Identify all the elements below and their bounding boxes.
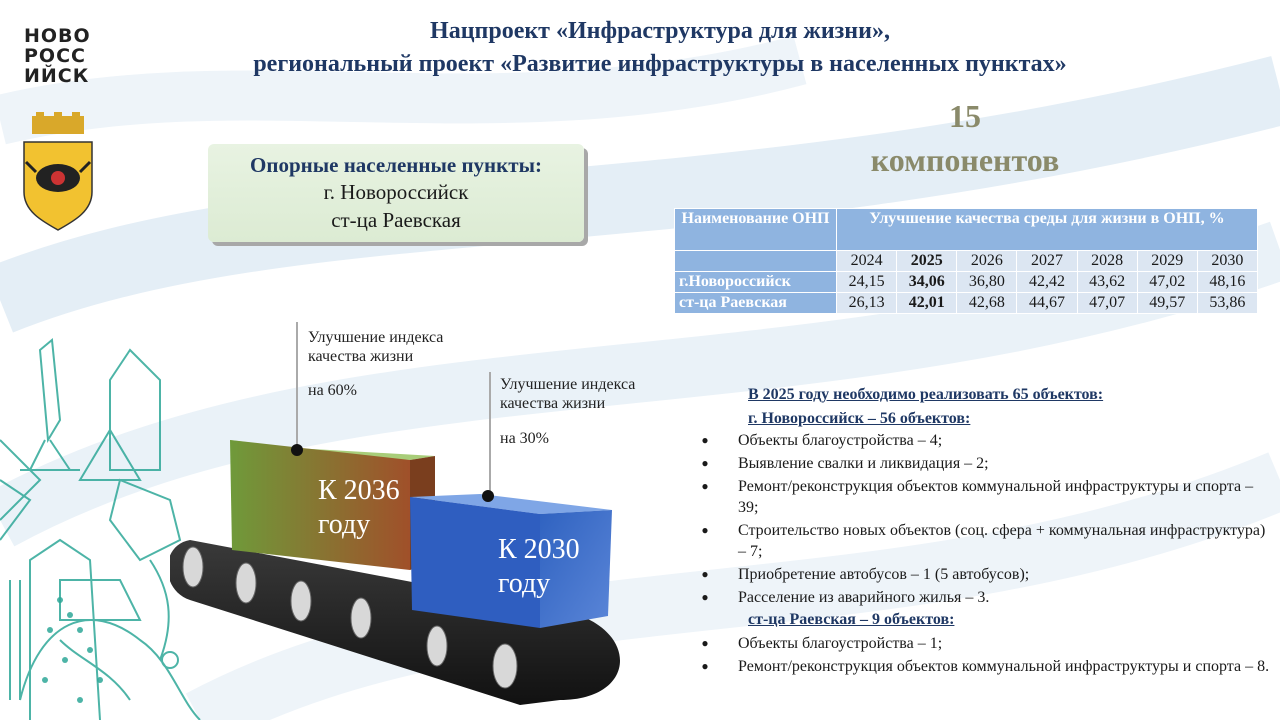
support-town-item: ст-ца Раевская (331, 208, 461, 232)
coat-of-arms-icon (22, 112, 94, 232)
row-town-name: ст-ца Раевская (675, 293, 837, 314)
quality-index-table (674, 208, 1258, 314)
bullet-icon: ● (701, 433, 709, 447)
page-title-line-2: региональный проект «Развитие инфраструктуры в населенных пунктах» (253, 51, 1067, 77)
cube-2036-label-line2: году (318, 509, 371, 540)
cube-2036-label (318, 474, 400, 542)
table-years-blank (675, 251, 837, 272)
value-cell: 53,86 (1197, 293, 1257, 314)
year-cell: 2028 (1077, 251, 1137, 272)
list-item (700, 633, 1275, 654)
callout-dot-2 (482, 490, 494, 502)
list-item-text: Объекты благоустройства – 4; (738, 432, 943, 449)
bullet-icon: ● (701, 523, 709, 537)
year-cell: 2030 (1197, 251, 1257, 272)
value-cell: 42,01 (897, 293, 957, 314)
value-cell: 47,07 (1077, 293, 1137, 314)
list-item (700, 587, 1275, 608)
value-cell: 48,16 (1197, 272, 1257, 293)
callout-dot-1 (291, 444, 303, 456)
year-cell: 2026 (957, 251, 1017, 272)
list-item-text: Ремонт/реконструкция объектов коммунальной инфраструктуры и спорта – 8. (738, 658, 1270, 675)
list-item (700, 656, 1275, 677)
list-item (700, 453, 1275, 474)
callout-2036-percent: на 60% (308, 382, 357, 399)
bullet-icon: ● (701, 590, 709, 604)
value-cell: 26,13 (837, 293, 897, 314)
cube-2036-label-line1: К 2036 (318, 475, 400, 506)
logo-line-3: ИЙСК (24, 65, 90, 87)
value-cell: 36,80 (957, 272, 1017, 293)
cube-2030-label-line2: году (498, 568, 551, 599)
logo-line-1: НОВО (24, 25, 91, 47)
table-header-quality: Улучшение качества среды для жизни в ОНП, % (837, 209, 1258, 251)
plan-subheading-raevskaya: ст-ца Раевская – 9 объектов: (748, 611, 955, 628)
cube-2030-label-line1: К 2030 (498, 534, 580, 565)
city-logo (24, 26, 104, 86)
list-item (700, 564, 1275, 585)
components-count: 15 (949, 98, 981, 134)
bullet-icon: ● (701, 567, 709, 581)
value-cell: 42,68 (957, 293, 1017, 314)
list-item-text: Расселение из аварийного жилья – 3. (738, 589, 990, 606)
components-label: компонентов (870, 142, 1060, 178)
callout-2036-text: Улучшение индекса качества жизни (308, 329, 444, 365)
callout-2030-percent: на 30% (500, 430, 549, 447)
value-cell: 44,67 (1017, 293, 1077, 314)
list-item-text: Выявление свалки и ликвидация – 2; (738, 455, 989, 472)
year-cell: 2027 (1017, 251, 1077, 272)
bullet-icon: ● (701, 659, 709, 673)
bullet-icon: ● (701, 479, 709, 493)
list-item (700, 520, 1275, 562)
year-cell: 2025 (897, 251, 957, 272)
table-header-row (675, 209, 1258, 251)
list-item-text: Приобретение автобусов – 1 (5 автобусов); (738, 566, 1030, 583)
year-cell: 2024 (837, 251, 897, 272)
year-cell: 2029 (1137, 251, 1197, 272)
plan-list-novorossiysk (700, 430, 1275, 610)
value-cell: 24,15 (837, 272, 897, 293)
support-town-item: г. Новороссийск (323, 180, 469, 204)
callout-2030-text: Улучшение индекса качества жизни (500, 376, 636, 412)
list-item-text: Строительство новых объектов (соц. сфера + коммунальная инфраструктура) – 7; (738, 522, 1266, 560)
list-item (700, 476, 1275, 518)
value-cell: 34,06 (897, 272, 957, 293)
plan-heading: В 2025 году необходимо реализовать 65 объектов: (748, 386, 1104, 403)
table-row (675, 293, 1258, 314)
cube-2030-label (498, 533, 580, 601)
bullet-icon: ● (701, 636, 709, 650)
value-cell: 42,42 (1017, 272, 1077, 293)
table-years-row (675, 251, 1258, 272)
list-item (700, 430, 1275, 451)
support-towns-box (208, 144, 584, 242)
list-item-text: Ремонт/реконструкция объектов коммунальной инфраструктуры и спорта – 39; (738, 478, 1254, 516)
table-row (675, 272, 1258, 293)
value-cell: 49,57 (1137, 293, 1197, 314)
value-cell: 47,02 (1137, 272, 1197, 293)
table-header-name: Наименование ОНП (675, 209, 837, 251)
value-cell: 43,62 (1077, 272, 1137, 293)
bullet-icon: ● (701, 456, 709, 470)
plan-subheading-novorossiysk: г. Новороссийск – 56 объектов: (748, 410, 971, 427)
plan-list-raevskaya (700, 633, 1275, 679)
logo-line-2: РОСС (24, 45, 86, 67)
page-title-line-1: Нацпроект «Инфраструктура для жизни», (430, 18, 890, 44)
support-towns-heading: Опорные населенные пункты: (250, 153, 542, 177)
list-item-text: Объекты благоустройства – 1; (738, 635, 943, 652)
row-town-name: г.Новороссийск (675, 272, 837, 293)
